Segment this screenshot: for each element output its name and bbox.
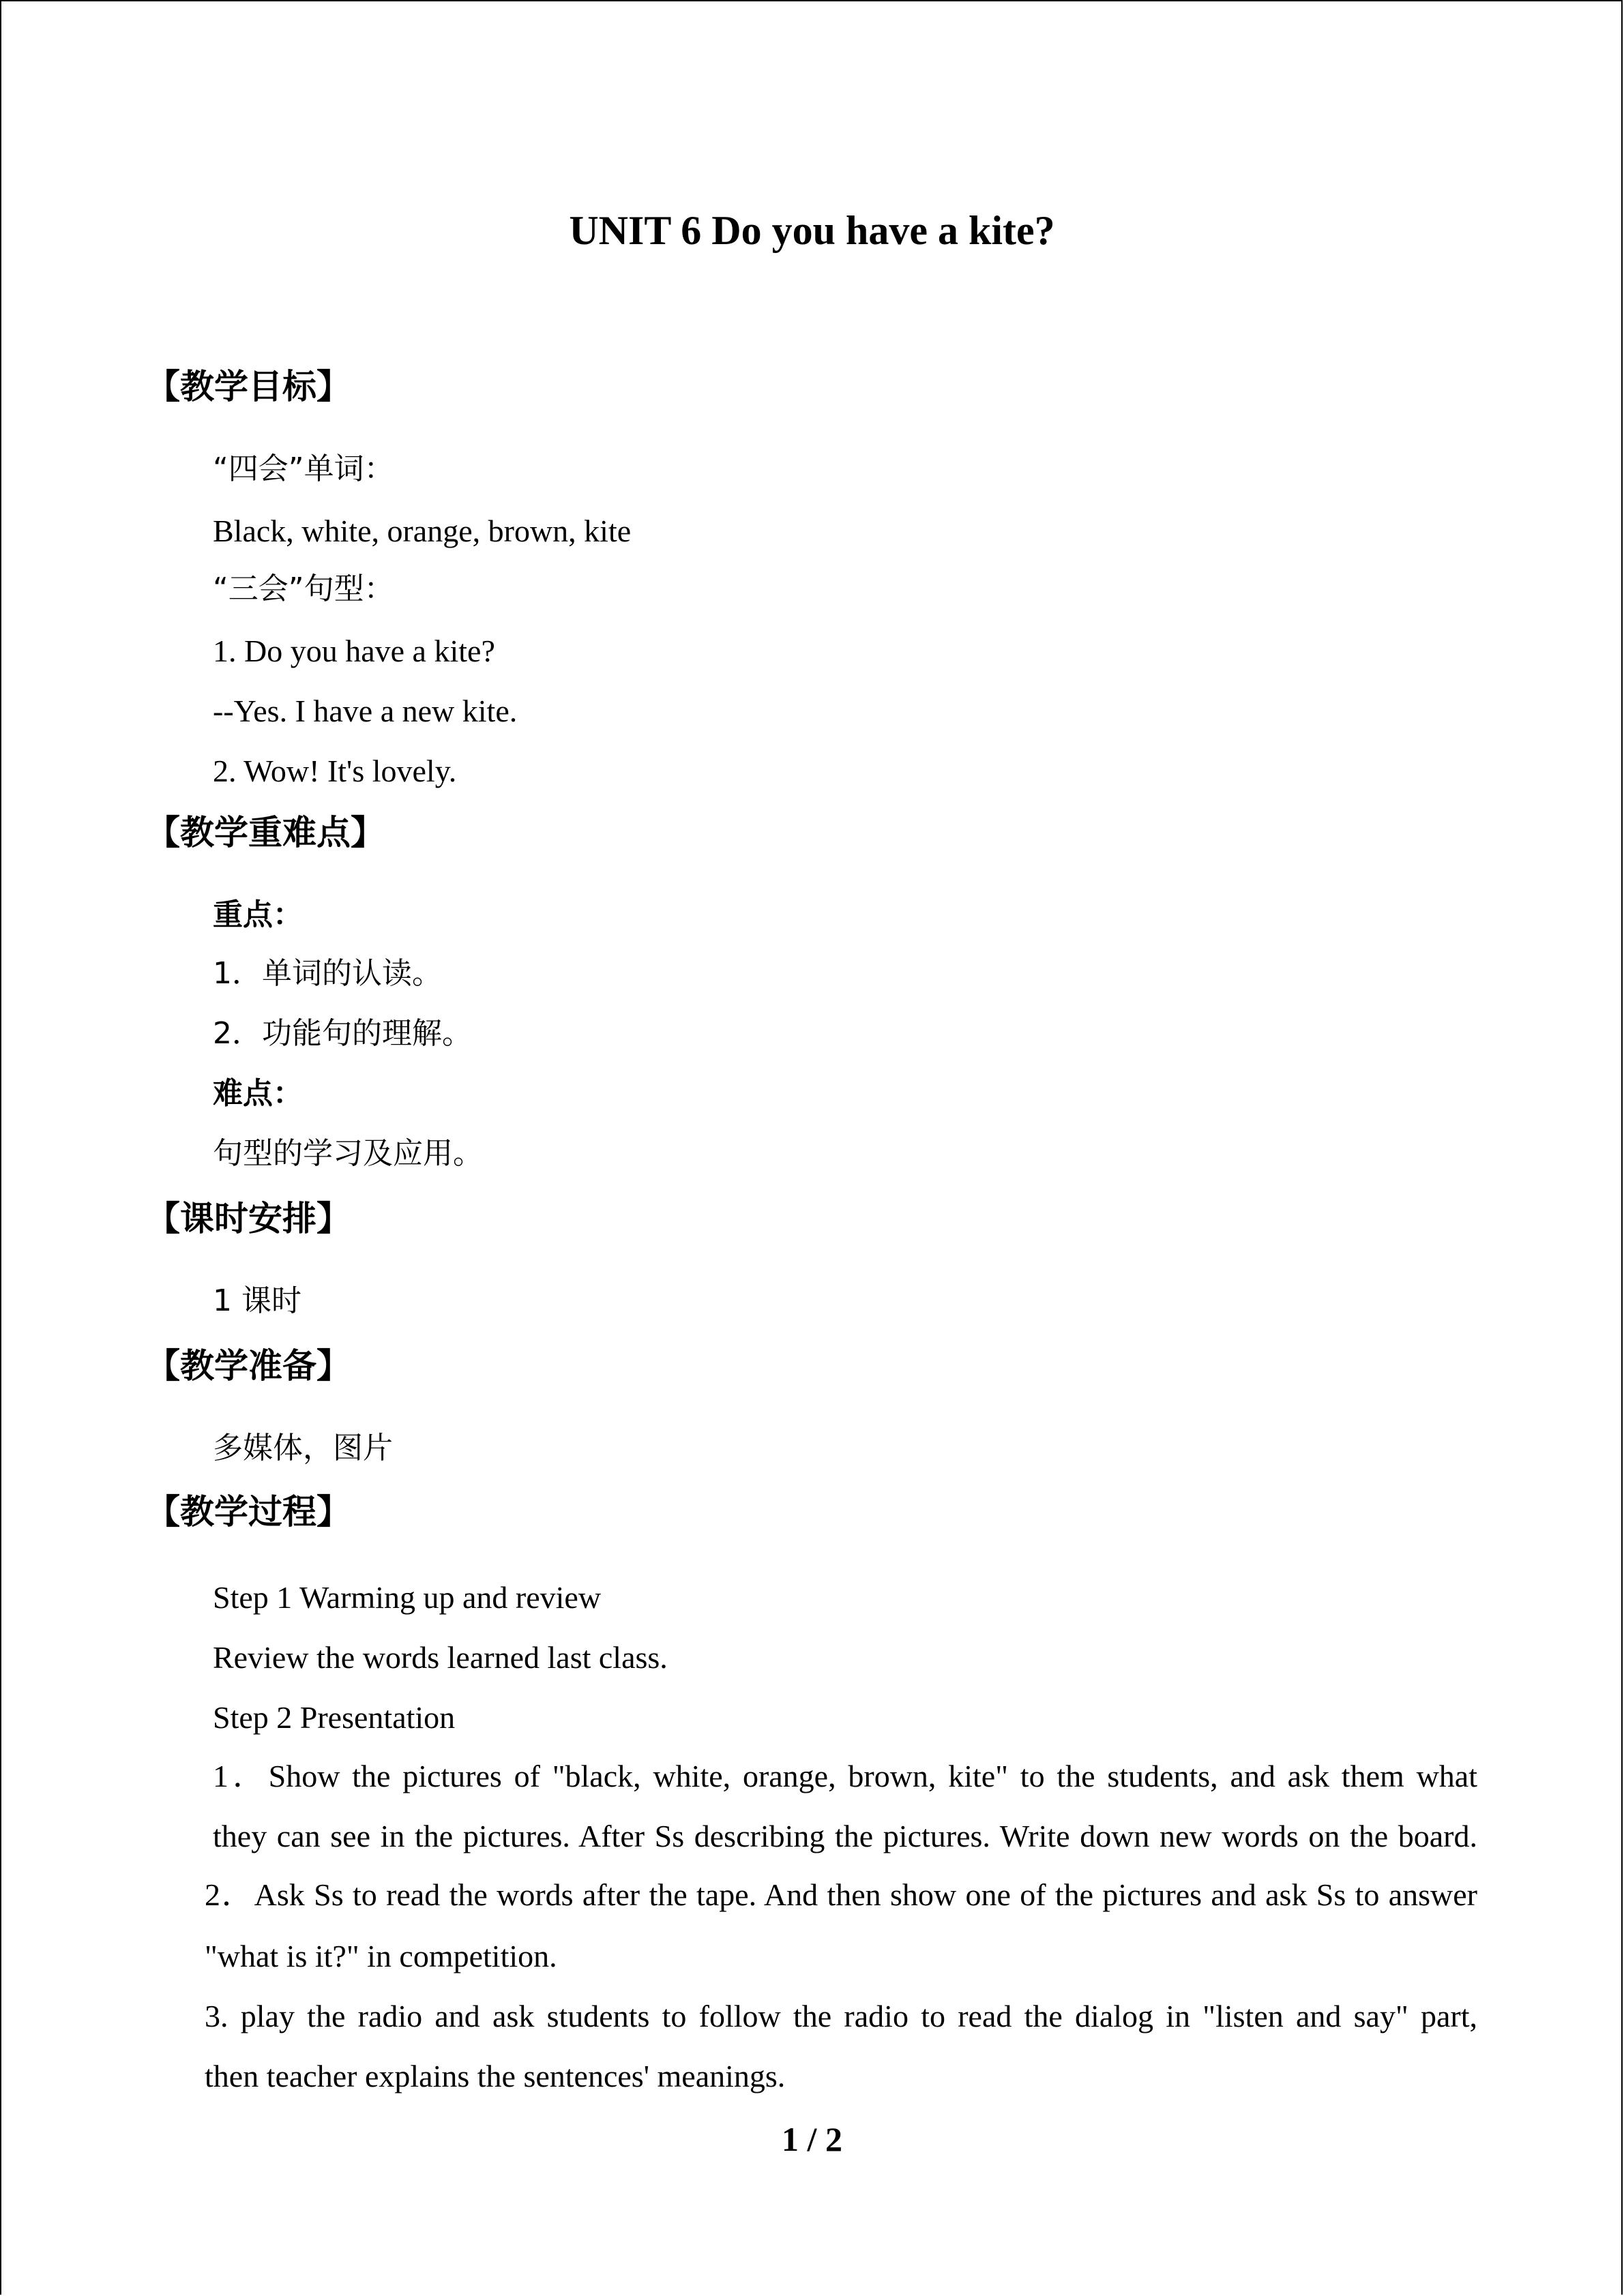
- sentence-3: 2. Wow! It's lovely.: [213, 754, 457, 788]
- step2-title: Step 2 Presentation: [213, 1700, 456, 1735]
- difficulty-item-1: 句型的学习及应用。: [213, 1136, 483, 1171]
- item1-line1: 1．Show the pictures of "black, white, orange, brown, kite" to the students, and ask them what: [213, 1759, 1477, 1793]
- item2-line1: 2．Ask Ss to read the words after the tape. And then show one of the pictures and ask Ss to answer: [205, 1877, 1477, 1912]
- sentence-2: --Yes. I have a new kite.: [213, 694, 518, 728]
- sentence-label: “三会”句型：: [213, 571, 394, 606]
- focus-item-2: 2．功能句的理解。: [213, 1016, 472, 1051]
- document-title: UNIT 6 Do you have a kite?: [569, 208, 1055, 253]
- process-heading: 【教学过程】: [146, 1492, 351, 1532]
- focus-item-1: 1．单词的认读。: [213, 956, 442, 991]
- step1-title: Step 1 Warming up and review: [213, 1580, 602, 1615]
- schedule-text: 1 课时: [213, 1283, 301, 1318]
- vocab-words: Black, white, orange, brown, kite: [213, 513, 632, 548]
- item3-line2: then teacher explains the sentences' meanings.: [205, 2059, 786, 2093]
- difficulty-label: 难点：: [213, 1076, 303, 1111]
- vocab-label: “四会”单词：: [213, 451, 394, 486]
- focus-label: 重点：: [213, 897, 303, 932]
- key-points-heading: 【教学重难点】: [146, 813, 385, 852]
- item2-line2: "what is it?" in competition.: [205, 1939, 557, 1973]
- schedule-heading: 【课时安排】: [146, 1199, 351, 1238]
- sentence-1: 1. Do you have a kite?: [213, 633, 495, 668]
- objectives-heading: 【教学目标】: [146, 367, 351, 406]
- page-number: 1 / 2: [782, 2120, 842, 2158]
- preparation-text: 多媒体，图片: [213, 1431, 393, 1465]
- step1-text: Review the words learned last class.: [213, 1640, 668, 1675]
- item3-line1: 3. play the radio and ask students to follow the radio to read the dialog in "listen and say" part,: [205, 1999, 1477, 2033]
- preparation-heading: 【教学准备】: [146, 1346, 351, 1386]
- item1-line2: they can see in the pictures. After Ss describing the pictures. Write down new words on the board.: [213, 1819, 1477, 1853]
